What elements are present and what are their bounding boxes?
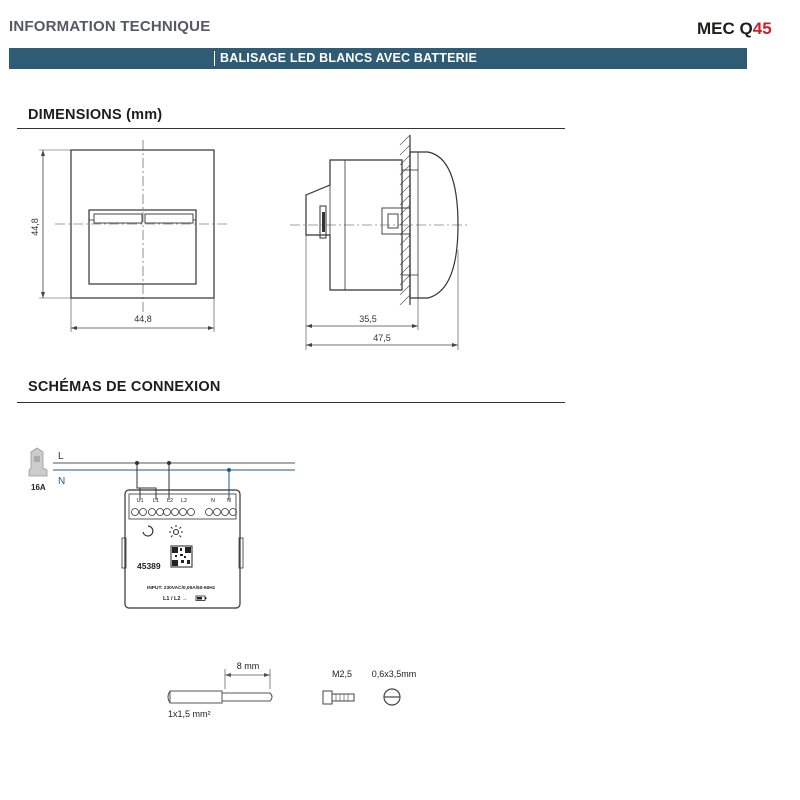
breaker-rating: 16A: [31, 483, 46, 492]
side-depth-1-label: 35,5: [359, 314, 377, 324]
wire-section: 1x1,5 mm²: [168, 709, 211, 719]
brand-main: MEC Q: [697, 19, 753, 38]
slotted-screw-icon: [384, 689, 400, 705]
model-number: 45389: [137, 561, 161, 571]
product-banner: [9, 48, 747, 69]
terminal-label: L2: [166, 498, 174, 504]
connection-title: SCHÉMAS DE CONNEXION: [28, 379, 221, 395]
terminal-label: N: [227, 498, 231, 504]
line-N-label: N: [58, 476, 66, 487]
strip-length: 8 mm: [236, 661, 260, 671]
brand-logo: [697, 19, 772, 39]
line-L-label: L: [58, 451, 64, 462]
dimensions-title: DIMENSIONS (mm): [28, 107, 163, 123]
front-width-label: 44,8: [134, 314, 152, 324]
led-light-icon: [169, 525, 183, 537]
screw-size: M2,5: [331, 669, 353, 679]
wire-strip-drawing: [168, 669, 272, 703]
screw-icon: [323, 691, 354, 704]
terminal-label: L1: [152, 498, 160, 504]
connection-diagram: [25, 440, 315, 615]
document-category: INFORMATION TECHNIQUE: [9, 18, 211, 35]
terminal-label: U1: [136, 498, 144, 504]
connection-rule: [17, 402, 565, 403]
banner-separator: [214, 51, 215, 66]
terminal-label: N: [211, 498, 215, 504]
qr-code: [171, 546, 192, 567]
side-view-drawing: [290, 130, 490, 355]
brand-accent: 45: [752, 19, 772, 38]
battery-label: L1 / L2 →: [163, 596, 188, 602]
side-depth-2-label: 47,5: [373, 333, 391, 343]
wiring-details: [160, 655, 440, 725]
front-height-label: 44,8: [30, 218, 40, 236]
front-view-drawing: [25, 140, 235, 340]
terminal-screws: [132, 509, 237, 516]
terminal-label: L2: [180, 498, 188, 504]
dimensions-rule: [17, 128, 565, 129]
screwdriver-size: 0,6x3,5mm: [371, 669, 417, 679]
led-window: [89, 210, 196, 284]
input-spec: INPUT: 230VAC/0,05A/50-60Hz: [147, 586, 216, 591]
moon-icon: [143, 526, 153, 536]
product-title: BALISAGE LED BLANCS AVEC BATTERIE: [220, 51, 478, 65]
breaker-icon: [29, 448, 47, 476]
